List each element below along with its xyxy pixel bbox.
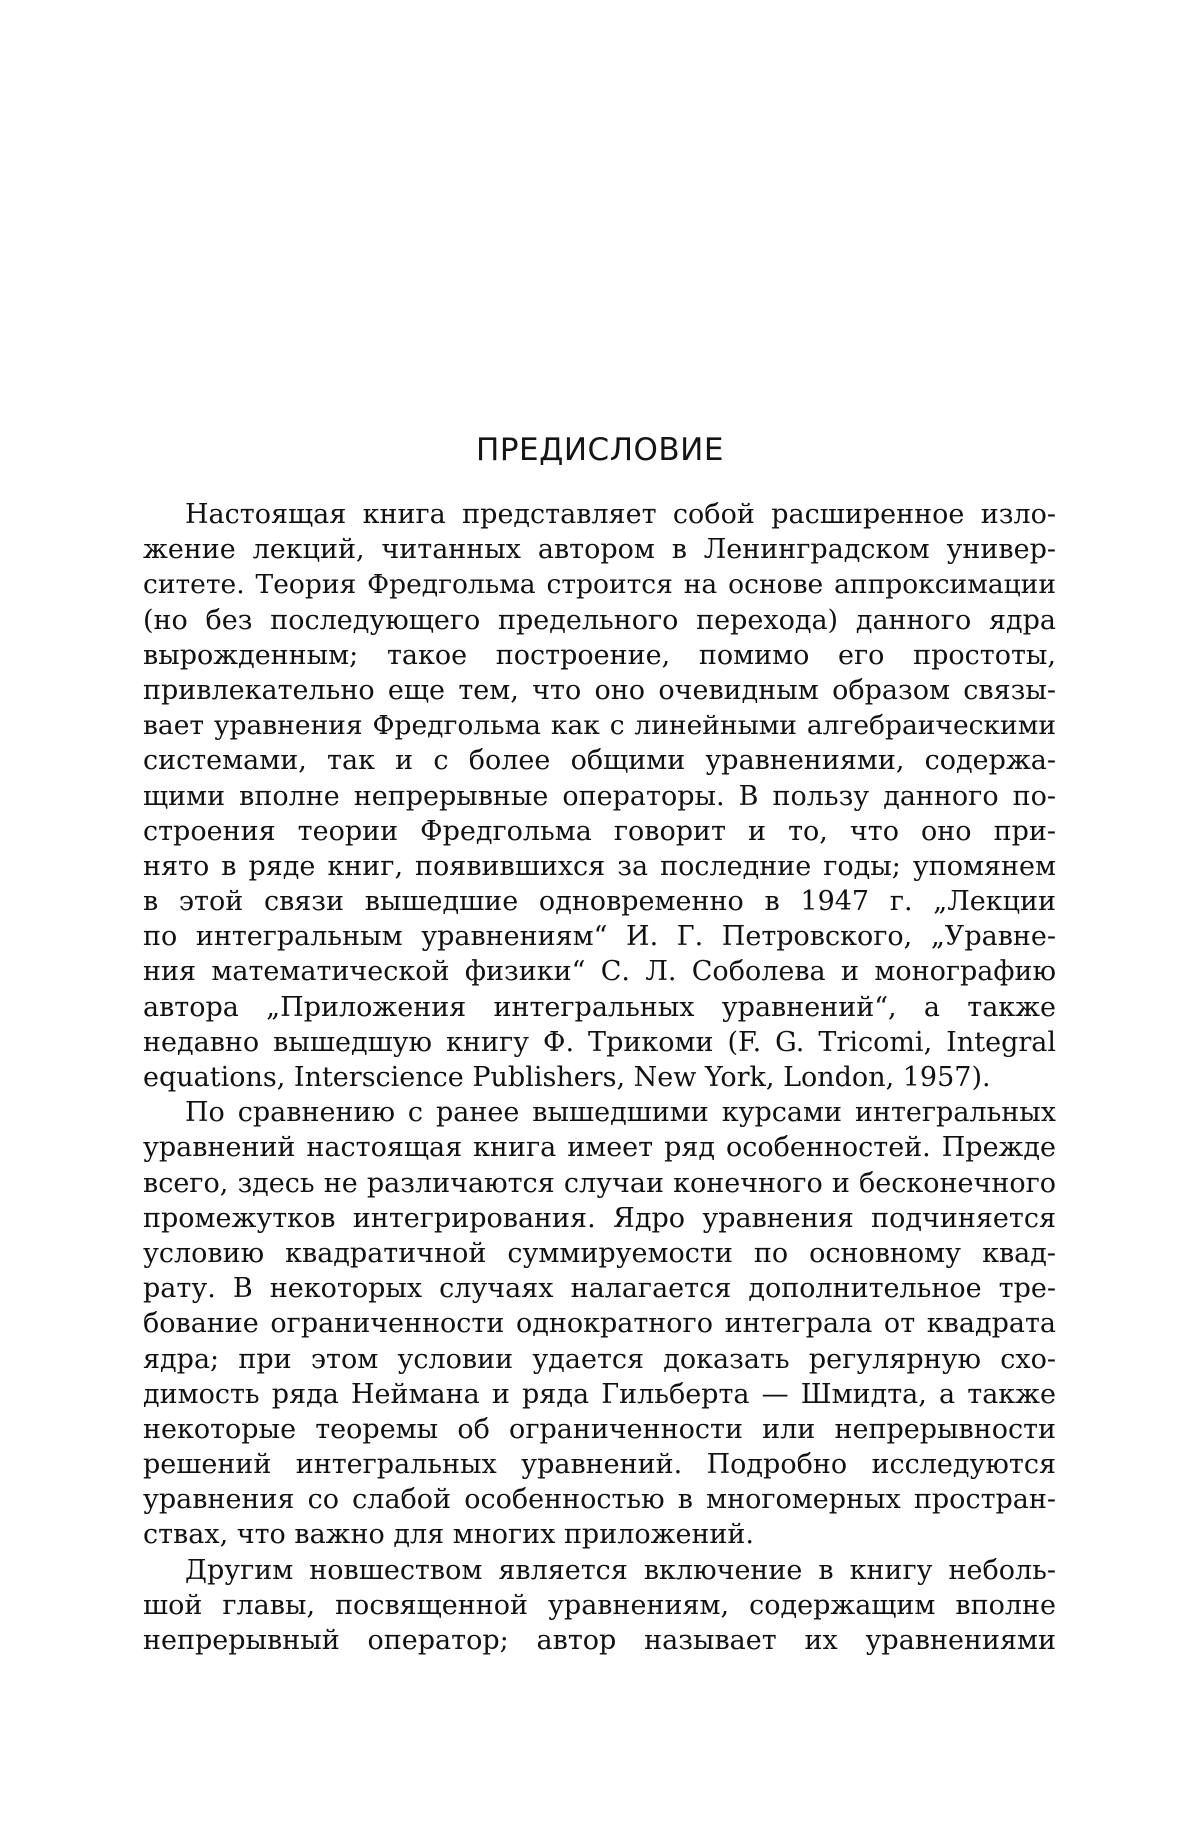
text-line: строения теории Фредгольма говорит и то, что оно при- xyxy=(143,815,1056,847)
text-line: щими вполне непрерывные операторы. В пользу данного по- xyxy=(143,780,1056,812)
text-line: автора „Приложения интегральных уравнений“, а также xyxy=(143,991,1056,1023)
text-line: Другим новшеством является включение в книгу неболь- xyxy=(185,1554,1056,1586)
text-line: некоторые теоремы об ограниченности или непрерывности xyxy=(143,1413,1056,1445)
text-line: в этой связи вышедшие одновременно в 1947 г. „Лекции xyxy=(143,886,1056,918)
text-line: ситете. Теория Фредгольма строится на основе аппроксимации xyxy=(143,569,1056,601)
text-line: (но без последующего предельного перехода) данного ядра xyxy=(143,604,1056,636)
text-line: привлекательно еще тем, что оно очевидным образом связы- xyxy=(143,674,1056,706)
page-title: ПРЕДИСЛОВИЕ xyxy=(476,432,724,468)
text-line: решений интегральных уравнений. Подробно исследуются xyxy=(143,1449,1056,1481)
text-line: рату. В некоторых случаях налагается дополнительное тре- xyxy=(143,1273,1056,1305)
text-line: промежутков интегрирования. Ядро уравнения подчиняется xyxy=(143,1202,1056,1234)
text-line: equations, Interscience Publishers, New York, London, 1957). xyxy=(143,1062,991,1093)
text-line: системами, так и с более общими уравнениями, содержа- xyxy=(143,745,1056,777)
text-line: По сравнению с ранее вышедшими курсами интегральных xyxy=(185,1097,1056,1129)
text-line: условию квадратичной суммируемости по основному квад- xyxy=(143,1237,1056,1269)
preface-body xyxy=(143,497,1056,1658)
text-line: ствах, что важно для многих приложений. xyxy=(143,1519,755,1551)
text-line: недавно вышедшую книгу Ф. Трикоми (F. G. Tricomi, Integral xyxy=(143,1026,1056,1058)
text-line: ния математической физики“ С. Л. Соболева и монографию xyxy=(143,956,1056,988)
text-line: вает уравнения Фредгольма как с линейными алгебраическими xyxy=(143,710,1056,742)
text-line: уравнений настоящая книга имеет ряд особенностей. Прежде xyxy=(143,1132,1056,1164)
text-line: димость ряда Неймана и ряда Гильберта — Шмидта, а также xyxy=(143,1378,1056,1410)
text-line: непрерывный оператор; автор называет их уравнениями xyxy=(143,1625,1056,1656)
text-line: нято в ряде книг, появившихся за последние годы; упомянем xyxy=(143,850,1056,882)
text-line: жение лекций, читанных автором в Ленинградском универ- xyxy=(143,534,1056,566)
text-line: по интегральным уравнениям“ И. Г. Петровского, „Уравне- xyxy=(143,921,1056,953)
text-line: ядра; при этом условии удается доказать регулярную схо- xyxy=(143,1343,1056,1375)
text-line: шой главы, посвященной уравнениям, содержащим вполне xyxy=(143,1589,1056,1621)
text-line: вырожденным; такое построение, помимо его простоты, xyxy=(143,639,1056,671)
text-line: Настоящая книга представляет собой расширенное изло- xyxy=(185,499,1056,530)
text-line: всего, здесь не различаются случаи конечного и бесконечного xyxy=(143,1167,1056,1199)
text-line: бование ограниченности однократного интеграла от квадрата xyxy=(143,1308,1056,1340)
text-line: уравнения со слабой особенностью в многомерных простран- xyxy=(143,1484,1056,1516)
